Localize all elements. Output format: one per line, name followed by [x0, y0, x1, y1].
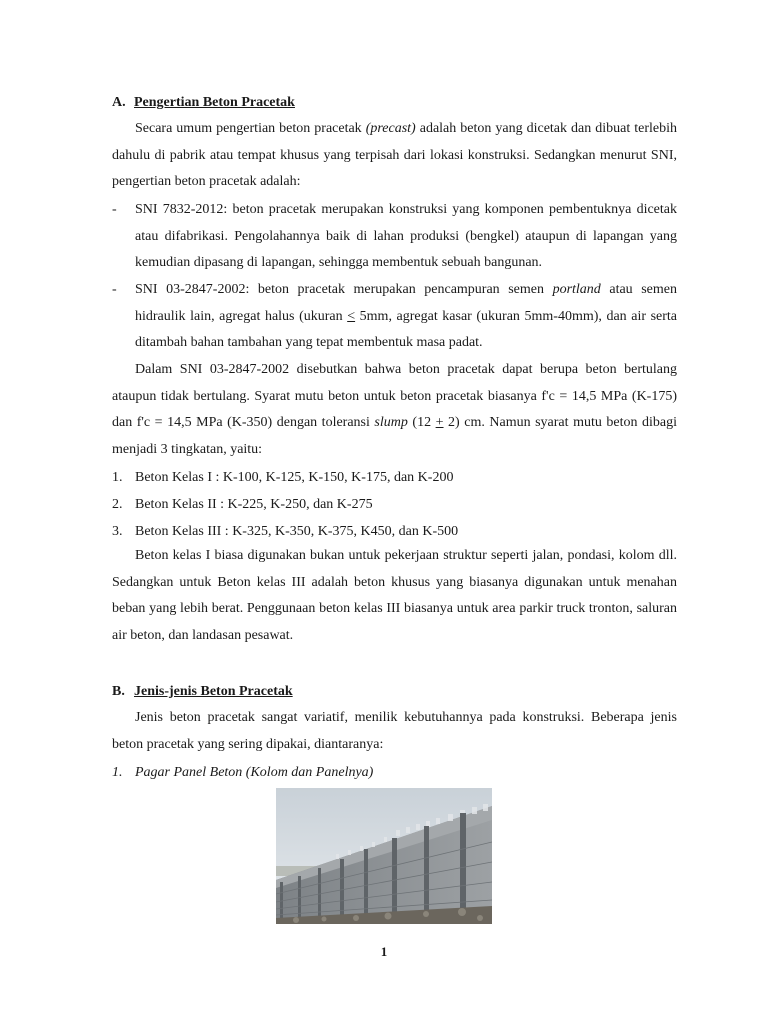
- section-a-intro: [112, 116, 677, 196]
- slump-term: slump: [374, 415, 408, 431]
- concrete-fence-photo: [276, 788, 492, 924]
- section-b-intro: Jenis beton pracetak sangat variatif, menilik kebutuhannya pada konstruksi. Beberapa jenis beton pracetak yang sering dipakai, diantaranya:: [112, 710, 677, 752]
- section-a-number: A.: [112, 95, 126, 110]
- bullet-sni-7832-text: SNI 7832-2012: beton pracetak merupakan konstruksi yang komponen pembentuknya dicetak atau difabrikasi. Pengolahannya baik di lahan produksi (bengkel) ataupun di lapangan yang kemudian dipasang di lapangan, sehingga membentuk sebuah bangunan.: [135, 202, 677, 271]
- plus-minus-symbol: +: [435, 415, 444, 431]
- section-b-heading: [112, 683, 293, 701]
- section-b-title: Jenis-jenis Beton Pracetak: [134, 684, 293, 699]
- section-a-quality-paragraph: [112, 357, 677, 464]
- page-number: 1: [380, 944, 388, 959]
- intro-precast-term: (precast): [365, 121, 416, 136]
- intro-text-1: Secara umum pengertian beton pracetak: [135, 121, 366, 136]
- section-a-usage-paragraph: Beton kelas I biasa digunakan bukan untuk pekerjaan struktur seperti jalan, pondasi, kolom dll. Sedangkan untuk Beton kelas III adalah beton khusus yang biasanya digunakan untuk menahan beban yang lebih berat. Penggunaan beton kelas III biasanya untuk area parkir truck tronton, saluran air beton, dan landasan pesawat.: [112, 548, 677, 644]
- para2-text-3: 2) cm. Namun syarat mutu beton dibagi menjadi 3 tingkatan, yaitu:: [112, 415, 677, 458]
- section-b-number: B.: [112, 684, 125, 699]
- portland-term: portland: [552, 282, 601, 297]
- list-item-pagar-panel: [112, 764, 373, 782]
- list-item-number: 1.: [112, 470, 123, 485]
- list-item-number: 1.: [112, 765, 123, 780]
- bullet-mark: -: [112, 282, 117, 297]
- list-item: [112, 469, 453, 487]
- list-item: [112, 523, 458, 541]
- para2-text-1: Dalam SNI 03-2847-2002 disebutkan bahwa beton pracetak dapat berupa beton bertulang ataupun tidak bertulang. Syarat mutu beton untuk beton pracetak biasanya f'c = 14,5 MPa (K-175) dan f'c = 14,5 MPa (K-350) dengan toleransi: [112, 362, 677, 431]
- list-item: [112, 496, 373, 514]
- list-item-text: Beton Kelas I : K-100, K-125, K-150, K-175, dan K-200: [135, 470, 454, 485]
- para2-text-2: (12: [407, 415, 436, 431]
- bullet-sni-2847: [112, 277, 677, 357]
- list-item-number: 2.: [112, 497, 123, 512]
- list-item-text: Beton Kelas III : K-325, K-350, K-375, K450, dan K-500: [135, 524, 459, 539]
- list-item-number: 3.: [112, 524, 123, 539]
- bullet2-text-2: atau semen hidraulik lain, agregat halus (ukuran: [135, 282, 677, 324]
- intro-text-2: adalah beton yang dicetak dan dibuat terlebih dahulu di pabrik atau tempat khusus yang terpisah dari lokasi konstruksi. Sedangkan menurut SNI, pengertian beton pracetak adalah:: [112, 121, 677, 190]
- section-a-title: Pengertian Beton Pracetak: [134, 95, 295, 110]
- bullet-sni-2847-text: [135, 277, 677, 357]
- bullet2-text-1: SNI 03-2847-2002: beton pracetak merupakan pencampuran semen: [135, 282, 553, 297]
- bullet-mark: -: [112, 202, 117, 217]
- bullet-sni-7832: [112, 197, 677, 277]
- less-equal-symbol: <: [347, 308, 356, 324]
- list-item-text: Pagar Panel Beton (Kolom dan Panelnya): [135, 765, 374, 780]
- bullet2-text-3: 5mm, agregat kasar (ukuran 5mm-40mm), dan air serta ditambah bahan tambahan yang tepat membentuk masa padat.: [135, 308, 677, 351]
- section-a-heading: [112, 94, 295, 112]
- list-item-text: Beton Kelas II : K-225, K-250, dan K-275: [135, 497, 373, 512]
